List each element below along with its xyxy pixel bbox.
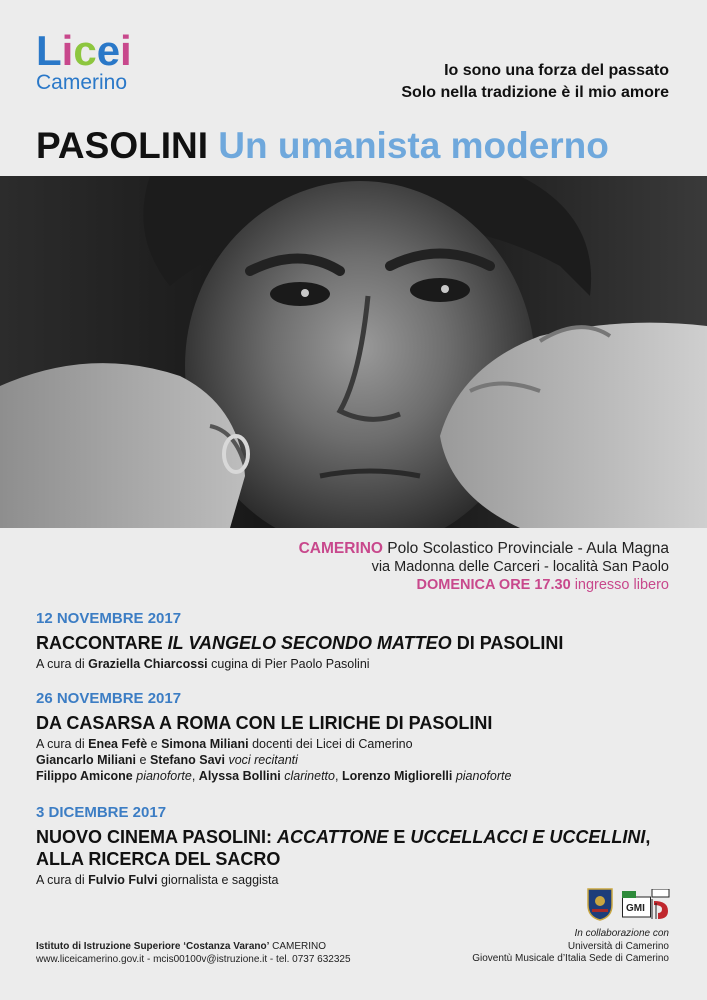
- school-name: [36, 940, 351, 953]
- gmi-logo: [622, 889, 670, 921]
- licei-logo: [36, 27, 156, 94]
- venue-time: [299, 576, 669, 594]
- performer-name: Alyssa Bollini: [198, 769, 281, 783]
- school-city: CAMERINO: [269, 941, 327, 952]
- performer-name: Filippo Amicone: [36, 769, 133, 783]
- performer-role: voci recitanti: [224, 753, 298, 767]
- school-footer: [36, 940, 351, 966]
- performer-role: pianoforte: [452, 769, 512, 783]
- venue-city: CAMERINO: [298, 540, 383, 557]
- event-title: [36, 826, 650, 848]
- event-3: [36, 804, 650, 888]
- event-curator: [36, 872, 650, 888]
- university-emblem-icon: [586, 887, 614, 921]
- performer-role: pianoforte: [132, 769, 192, 783]
- partner-gmi: Gioventù Musicale d’Italia Sede di Camerino: [472, 953, 669, 964]
- collaboration-footer: [472, 928, 669, 966]
- event-title-part: E: [388, 827, 411, 847]
- logo-letter: c: [73, 27, 97, 74]
- curator-name: Graziella Chiarcossi: [88, 657, 208, 671]
- page-title: [36, 124, 609, 168]
- logo-letter: i: [61, 27, 74, 74]
- performer-name: Giancarlo Miliani: [36, 753, 137, 767]
- title-subtitle: Un umanista moderno: [218, 125, 609, 166]
- text-part: e: [136, 753, 150, 767]
- event-curator: [36, 656, 563, 672]
- pasolini-quote: [401, 60, 669, 104]
- performer-name: Lorenzo Migliorelli: [341, 769, 453, 783]
- quote-line-2: Solo nella tradizione è il mio amore: [401, 84, 669, 101]
- logo-letter: L: [36, 27, 62, 74]
- portrait-illustration: [0, 176, 707, 528]
- event-title-work: ACCATTONE: [277, 827, 389, 847]
- school-contacts: www.liceicamerino.gov.it - mcis00100v@istruzione.it - tel. 0737 632325: [36, 954, 351, 965]
- text-part: A cura di: [36, 737, 89, 751]
- event-title-part: NUOVO CINEMA PASOLINI:: [36, 827, 278, 847]
- event-voices: [36, 752, 511, 768]
- performer-name: Stefano Savi: [149, 753, 225, 767]
- logo-letter: e: [96, 27, 121, 74]
- gmi-logo-text: GMI: [626, 903, 645, 914]
- portrait-photo: [0, 176, 707, 528]
- venue-info: [299, 540, 669, 594]
- event-date: 12 NOVEMBRE 2017: [36, 610, 182, 627]
- venue-place: Polo Scolastico Provinciale - Aula Magna: [387, 540, 669, 557]
- event-title-line-2: ALLA RICERCA DEL SACRO: [36, 849, 281, 869]
- text-part: ,: [334, 769, 342, 783]
- curator-name: Simona Miliani: [161, 737, 249, 751]
- event-title-part: DI PASOLINI: [451, 633, 564, 653]
- event-2: [36, 690, 511, 784]
- text-part: A cura di: [36, 657, 89, 671]
- venue-line-1: [299, 540, 669, 558]
- logo-wordmark: [36, 27, 156, 74]
- performer-role: clarinetto: [280, 769, 335, 783]
- logo-subtitle: Camerino: [36, 71, 128, 94]
- text-part: A cura di: [36, 873, 89, 887]
- venue-when: DOMENICA ORE 17.30: [416, 577, 571, 593]
- quote-line-1: Io sono una forza del passato: [444, 62, 669, 79]
- title-name: PASOLINI: [36, 125, 208, 166]
- event-curator: [36, 736, 511, 752]
- logo-letter: i: [120, 27, 132, 74]
- event-title: [36, 632, 563, 654]
- event-title-work: UCCELLACCI E UCCELLINI: [410, 827, 646, 847]
- event-title-work: IL VANGELO SECONDO MATTEO: [167, 633, 452, 653]
- event-1: [36, 610, 563, 672]
- text-part: cugina di Pier Paolo Pasolini: [207, 657, 370, 671]
- partner-university: Università di Camerino: [567, 940, 669, 952]
- venue-address: via Madonna delle Carceri - località San Paolo: [371, 559, 669, 575]
- text-part: docenti dei Licei di Camerino: [248, 737, 413, 751]
- event-title-part: RACCONTARE: [36, 633, 168, 653]
- event-musicians: [36, 768, 511, 784]
- curator-name: Enea Fefè: [88, 737, 148, 751]
- event-title: DA CASARSA A ROMA CON LE LIRICHE DI PASOLINI: [36, 713, 493, 733]
- event-date: 26 NOVEMBRE 2017: [36, 690, 182, 707]
- text-part: e: [147, 737, 162, 751]
- venue-entry: ingresso libero: [574, 577, 669, 593]
- event-date: 3 DICEMBRE 2017: [36, 804, 167, 821]
- collab-label: In collaborazione con: [574, 928, 669, 939]
- event-title-part: ,: [645, 827, 651, 847]
- school-name-bold: Istituto di Istruzione Superiore ‘Costanza Varano’: [36, 941, 270, 952]
- text-part: giornalista e saggista: [157, 873, 279, 887]
- text-part: ,: [191, 769, 199, 783]
- curator-name: Fulvio Fulvi: [88, 873, 158, 887]
